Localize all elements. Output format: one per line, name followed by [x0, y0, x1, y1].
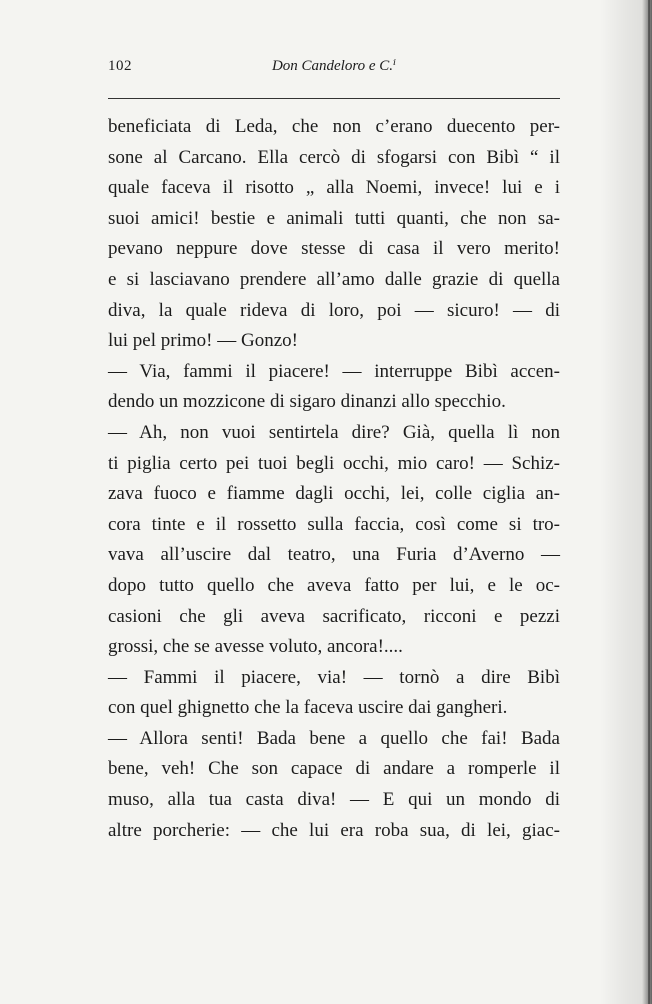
text-line: — Ah, non vuoi sentirtela dire? Già, quella lì non — [108, 421, 560, 443]
text-line: quale faceva il risotto „ alla Noemi, invece! lui e i — [108, 177, 560, 199]
text-line: — Fammi il piacere, via! — tornò a dire Bibì — [108, 666, 560, 688]
text-line: pevano neppure dove stesse di casa il vero merito! — [108, 238, 560, 260]
text-line: — Allora senti! Bada bene a quello che fai! Bada — [108, 727, 560, 749]
header-rule — [108, 98, 560, 99]
text-line: zava fuoco e fiamme dagli occhi, lei, colle ciglia an- — [108, 483, 560, 505]
text-line: casioni che gli aveva sacrificato, ricconi e pezzi — [108, 605, 560, 627]
page-number: 102 — [108, 58, 132, 74]
text-line: lui pel primo! — Gonzo! — [108, 330, 298, 352]
text-line: sone al Carcano. Ella cercò di sfogarsi con Bibì “ il — [108, 146, 560, 168]
text-line: vava all’uscire dal teatro, una Furia d’Averno — — [108, 544, 560, 566]
text-line: cora tinte e il rossetto sulla faccia, così come si tro- — [108, 513, 560, 535]
text-line: dendo un mozzicone di sigaro dinanzi allo specchio. — [108, 391, 506, 413]
text-line: beneficiata di Leda, che non c’erano duecento per- — [108, 116, 560, 137]
text-line: diva, la quale rideva di loro, poi — sicuro! — di — [108, 299, 560, 321]
text-line: dopo tutto quello che aveva fatto per lui, e le oc- — [108, 574, 560, 596]
text-line: altre porcherie: — che lui era roba sua, di lei, giac- — [108, 819, 560, 841]
text-line: grossi, che se avesse voluto, ancora!.... — [108, 636, 403, 658]
text-line: bene, veh! Che son capace di andare a romperle il — [108, 758, 560, 780]
text-line: ti piglia certo pei tuoi begli occhi, mio caro! — Schiz- — [108, 452, 560, 474]
page-header — [108, 56, 560, 80]
text-line: muso, alla tua casta diva! — E qui un mondo di — [108, 789, 560, 811]
body-text — [108, 112, 560, 846]
running-title: Don Candeloro e C.ⁱ — [271, 58, 397, 74]
page-edge-shadow — [642, 0, 652, 1004]
text-line: con quel ghignetto che la faceva uscire dai gangheri. — [108, 697, 508, 719]
text-line: suoi amici! bestie e animali tutti quanti, che non sa- — [108, 207, 560, 229]
text-line: — Via, fammi il piacere! — interruppe Bibì accen- — [108, 360, 560, 382]
text-line: e si lasciavano prendere all’amo dalle grazie di quella — [108, 268, 560, 290]
